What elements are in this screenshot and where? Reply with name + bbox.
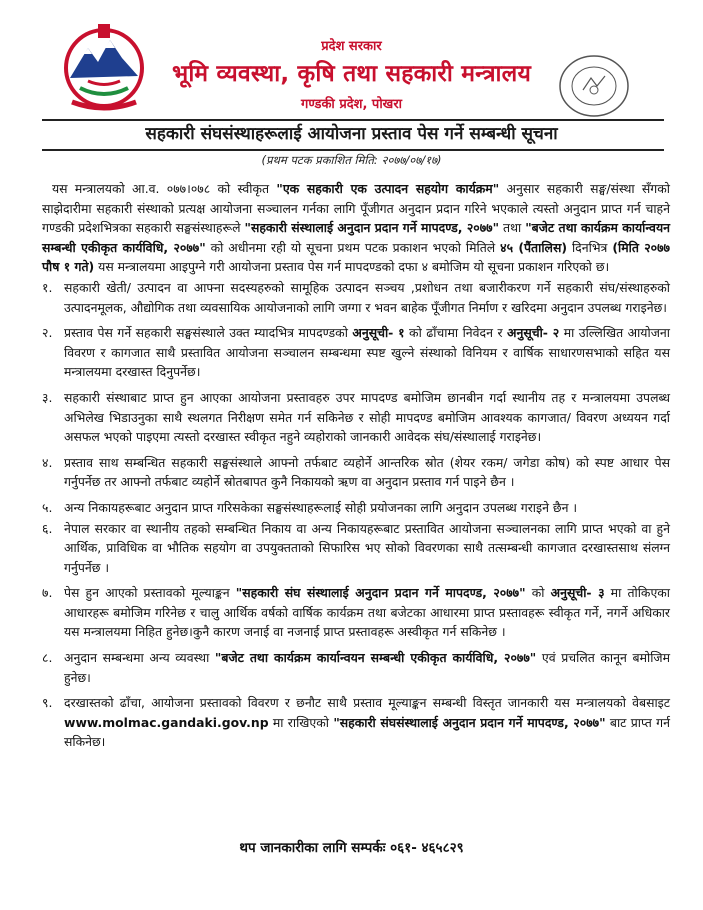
item-number: ८. [42,650,53,666]
contact-info: थप जानकारीका लागि सम्पर्कः ०६१- ४६५८२९ [239,840,464,856]
intro-text: यस मन्त्रालयको आ.व. ०७७।०७८ को स्वीकृत [52,181,277,196]
item-text: अनुदान सम्बन्धमा अन्य व्यवस्था "बजेट तथा कार्यक्रम कार्यान्वयन सम्बन्धी एकीकृत कार्यविधि, २०७७" एवं प्रचलित कानून बमोजिम हुनेछ। [64,650,671,685]
item-text: अन्य निकायहरूबाट अनुदान प्राप्त गरिसकेका सङ्घसंस्थाहरूलाई सोही प्रयोजनका लागि अनुदान उपलब्ध गराइने छैन । [64,499,578,515]
publication-date: (प्रथम पटक प्रकाशित मिति: २०७७/०७/१७) [261,153,442,167]
intro-text: अनुसार सहकारी सङ्घ/संस्था सँगको साझेदारीमा सहकारी संस्थाको प्रत्यक्ष आयोजना सञ्चालन गर्नका लागि पूँजीगत अनुदान प्रदान गरिने भएकाले त्यस्तो अनुदान प्राप्त गर्न चाहने गण्डकी प्रदेशभित्रका सहकारी सङ्घसंस्थाहरूले [42,181,670,236]
item-number: ६. [42,520,53,536]
item-number: २. [42,325,53,341]
list-item [42,498,670,518]
list-item [42,519,670,578]
intro-text: तथा [499,220,526,236]
government-label: प्रदेश सरकार [321,39,382,54]
intro-text: को अधीनमा रही यो सूचना प्रथम पटक प्रकाशन भएको मितिले [205,239,501,255]
list-item [42,278,670,317]
list-item [42,323,670,382]
intro-paragraph [42,179,670,277]
deadline-date: (मिति २०७७ पौष १ गते) [42,239,670,275]
item-text: दरखास्तको ढाँचा, आयोजना प्रस्तावको विवरण र छनौट साथै प्रस्ताव मूल्याङ्कन सम्बन्धी विस्तृत जानकारी यस मन्त्रालयको वेबसाइट www.molmac.gandaki.gov.np मा राखिएको "सहकारी संघसंस्थालाई अनुदान प्रदान गर्ने मापदण्ड, २०७७" बाट प्राप्त गर्न सकिनेछ। [64,695,671,750]
intro-text: यस मन्त्रालयमा आइपुग्ने गरी आयोजना प्रस्ताव पेस गर्न मापदण्डको दफा ४ बमोजिम यो सूचना प्रकाशन गरिएको छ। [94,259,610,275]
list-item [42,388,670,447]
notice-title: सहकारी संघसंस्थाहरूलाई आयोजना प्रस्ताव पेस गर्ने सम्बन्धी सूचना [145,124,558,144]
item-number: १. [42,279,53,295]
website-link: www.molmac.gandaki.gov.np [64,714,269,730]
list-item [42,648,670,687]
letterhead [0,0,703,120]
province-label: गण्डकी प्रदेश, पोखरा [301,97,402,112]
ministry-name: भूमि व्यवस्था, कृषि तथा सहकारी मन्त्रालय [171,61,532,87]
item-number: ५. [42,499,53,515]
notice-body [42,179,670,758]
office-seal-icon [555,50,633,122]
item-text: प्रस्ताव पेस गर्ने सहकारी सङ्घसंस्थाले उक्त म्यादभित्र मापदण्डको अनुसूची- १ को ढाँचामा निवेदन र अनुसूची- २ मा उल्लिखित आयोजना विवरण र कागजात साथै प्रस्तावित आयोजना सञ्चालन सम्बन्धमा स्पष्ट खुल्ने संस्थाको विनियम र वार्षिक साधारणसभाको सहित यस मन्त्रालयमा दरखास्त दिनुपर्नेछ। [64,325,670,380]
program-name: "एक सहकारी एक उत्पादन सहयोग कार्यक्रम" [276,181,500,196]
item-text: सहकारी खेती/ उत्पादन वा आफ्ना सदस्यहरुको सामूहिक उत्पादन सञ्चय ,प्रशोधन तथा बजारीकरण गर्ने सहकारी संघ/संस्थाहरुको उत्पादनमूलक, औद्योगिक तथा व्यवसायिक आयोजनाको लागि जग्गा र भवन बाहेक पूँजीगत निर्माण र खरिदमा अनुदान उपलब्ध गराइनेछ। [64,279,670,315]
item-number: ७. [42,585,53,601]
item-text: नेपाल सरकार वा स्थानीय तहको सम्बन्धित निकाय वा अन्य निकायहरूबाट प्रस्तावित आयोजना सञ्चालनका लागि प्राप्त भएको वा हुने आर्थिक, प्राविधिक वा भौतिक सहयोग वा उपयुक्तताको सिफारिस भए सोको विवरणका साथै तत्सम्बन्धी कागजात दरखास्तसाथ संलग्न गर्नुपर्नेछ । [64,520,670,575]
list-item [42,693,670,752]
list-item [42,453,670,492]
item-text: पेस हुन आएको प्रस्तावको मूल्याङ्कन "सहकारी संघ संस्थालाई अनुदान प्रदान गर्ने मापदण्ड, २०७७" को अनुसूची- ३ मा तोकिएका आधारहरू बमोजिम गरिनेछ र चालु आर्थिक वर्षको वार्षिक कार्यक्रम तथा बजेटका आधारमा प्राप्त प्रस्तावहरू स्वीकृत गर्ने, नगर्ने अधिकार यस मन्त्रालयमा निहित हुनेछ।कुनै कारण जनाई वा नजनाई प्राप्त प्रस्तावहरू अस्वीकृत गर्न सकिनेछ । [64,585,671,640]
item-number: ३. [42,389,53,405]
intro-text: दिनभित्र [566,239,613,255]
item-number: ९. [42,695,53,711]
deadline-days: ४५ (पैंतालिस) [500,239,567,255]
item-text: सहकारी संस्थाबाट प्राप्त हुन आएका आयोजना प्रस्तावहरु उपर मापदण्ड बमोजिम छानबीन गर्दा स्थानीय तह र मन्त्रालयमा उपलब्ध अभिलेख भिडाउनुका साथै स्थलगत निरीक्षण समेत गर्न सकिनेछ र सोही मापदण्ड बमोजिम आवश्यक कागजात/ विवरण अध्ययन गर्दा असफल भएको पाइएमा त्यस्तो दरखास्त स्वीकृत नहुने व्यहोराको जानकारी आवेदक संघ/संस्थालाई गराइनेछ। [64,389,670,445]
list-item [42,583,670,642]
standard-name: "सहकारी संस्थालाई अनुदान प्रदान गर्ने मापदण्ड, २०७७" [244,220,500,236]
item-number: ४. [42,454,53,470]
item-text: प्रस्ताव साथ सम्बन्धित सहकारी सङ्घसंस्थाले आफ्नो तर्फबाट व्यहोर्ने आन्तरिक स्रोत (शेयर रकम/ जगेडा कोष) को स्पष्ट आधार पेस गर्नुपर्नेछ तर आफ्नो तर्फबाट व्यहोर्ने स्रोतबापत कुनै निकायको ऋण वा अनुदान प्रस्ताव गर्न पाइने छैन । [64,454,670,490]
procedure-name: "बजेट तथा कार्यक्रम कार्यान्वयन सम्बन्धी एकीकृत कार्यविधि, २०७७" [42,220,671,255]
